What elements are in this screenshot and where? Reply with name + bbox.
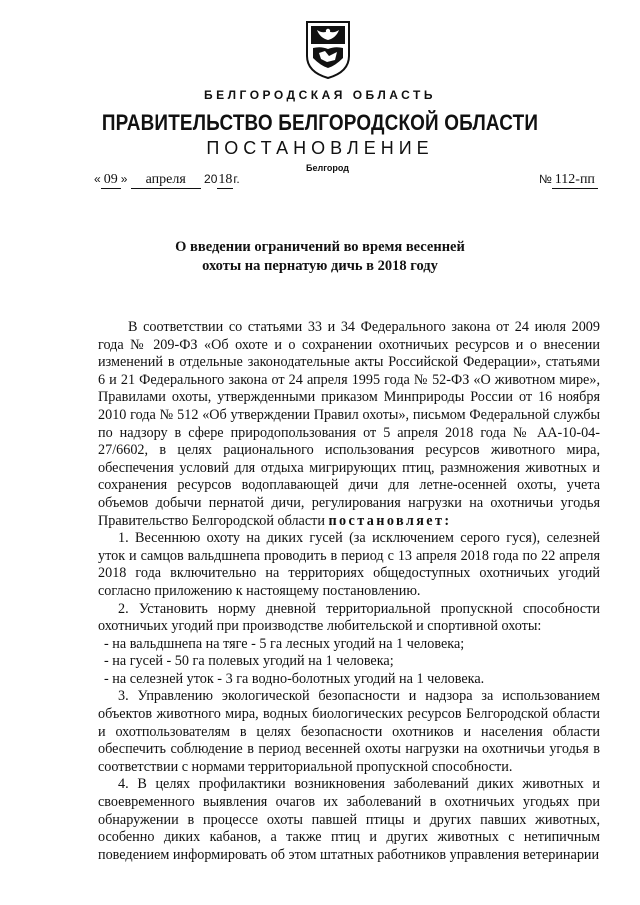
document-title [0,238,640,276]
paragraph-3: 3. Управлению экологической безопасности и надзора за использованием объектов животного мира, водных биологических ресурсов Белгородской области и охотпользователям в целях безопасности охотников и населения области обеспечить соблюдение в период весенней охоты нагрузки на охотничьи угодья в соответствии с нормами территориальной пропускной способности. [98,688,600,775]
date-month: апреля [131,172,201,189]
title-line-2: охоты на пернатую дичь в 2018 году [202,258,438,274]
region-name: БЕЛГОРОДСКАЯ ОБЛАСТЬ [204,88,436,102]
preamble-text: В соответствии со статьями 33 и 34 Федерального закона от 24 июля 2009 года № 209-ФЗ «Об охоте и о сохранении охотничьих ресурсов и о внесении изменений в отдельные законодательные акты Российской Федерации», статьями 6 и 21 Федерального закона от 24 апреля 1995 года № 52-ФЗ «О животном мире», Правилами охоты, утвержденными приказом Минприроды России от 16 ноября 2010 года № 512 «Об утверждении Правил охоты», письмом Федеральной службы по надзору в сфере природопользования от 5 апреля 2018 года № АА-10-04-27/6602, в целях рационального использования ресурсов животного мира, обеспечения условий для отдыха мигрирующих птиц, размножения животных и сохранения ресурсов водоплавающей дичи для летне-осенней охоты, учета объемов добычи пернатой дичи, регулирования нагрузки на охотничьи угодья Правительство Белгородской области [98,319,600,529]
document-number [539,172,598,189]
date-year-prefix: 20 [204,172,218,186]
title-line-1: О введении ограничений во время весенней [175,239,465,255]
document-body [98,319,600,864]
number-prefix: № [539,172,552,186]
city-name: Белгород [306,163,349,173]
date-year-unit: г. [233,172,240,186]
paragraph-2: 2. Установить норму дневной территориальной пропускной способности охотничьих угодий при производстве любительской и спортивной охоты: [98,600,600,635]
government-name: ПРАВИТЕЛЬСТВО БЕЛГОРОДСКОЙ ОБЛАСТИ [101,110,539,135]
document-type: ПОСТАНОВЛЕНИЕ [206,138,434,158]
list-item: - на вальдшнепа на тяге - 5 га лесных угодий на 1 человека; [104,635,465,652]
date-year-suffix: 18 [218,172,233,187]
paragraph-4: 4. В целях профилактики возникновения заболеваний диких животных и своевременного выявления очагов их заболеваний в охотничьих угодьях при обнаружении в процессе охоты павшей птицы и других павших животных, особенно диких кабанов, а также птиц и других животных с нетипичным поведением информировать об этом штатных работников управления ветеринарии [98,776,600,863]
paragraph-1: 1. Весеннюю охоту на диких гусей (за исключением серого гуся), селезней уток и самцов вальдшнепа проводить в период с 13 апреля 2018 года по 22 апреля 2018 года включительно на территориях общедоступных охотничьих угодий согласно приложению к настоящему постановлению. [98,530,600,599]
number-value: 112-пп [552,172,598,189]
coat-of-arms-emblem [303,18,353,80]
date-day: 09 [101,172,121,189]
preamble-paragraph [98,319,600,530]
document-date: « 09 » апреля 2018г. [94,172,240,187]
list-item: - на селезней уток - 3 га водно-болотных угодий на 1 человека. [104,670,485,687]
resolves-keyword: постановляет: [328,512,452,529]
list-item: - на гусей - 50 га полевых угодий на 1 человека; [104,653,394,670]
